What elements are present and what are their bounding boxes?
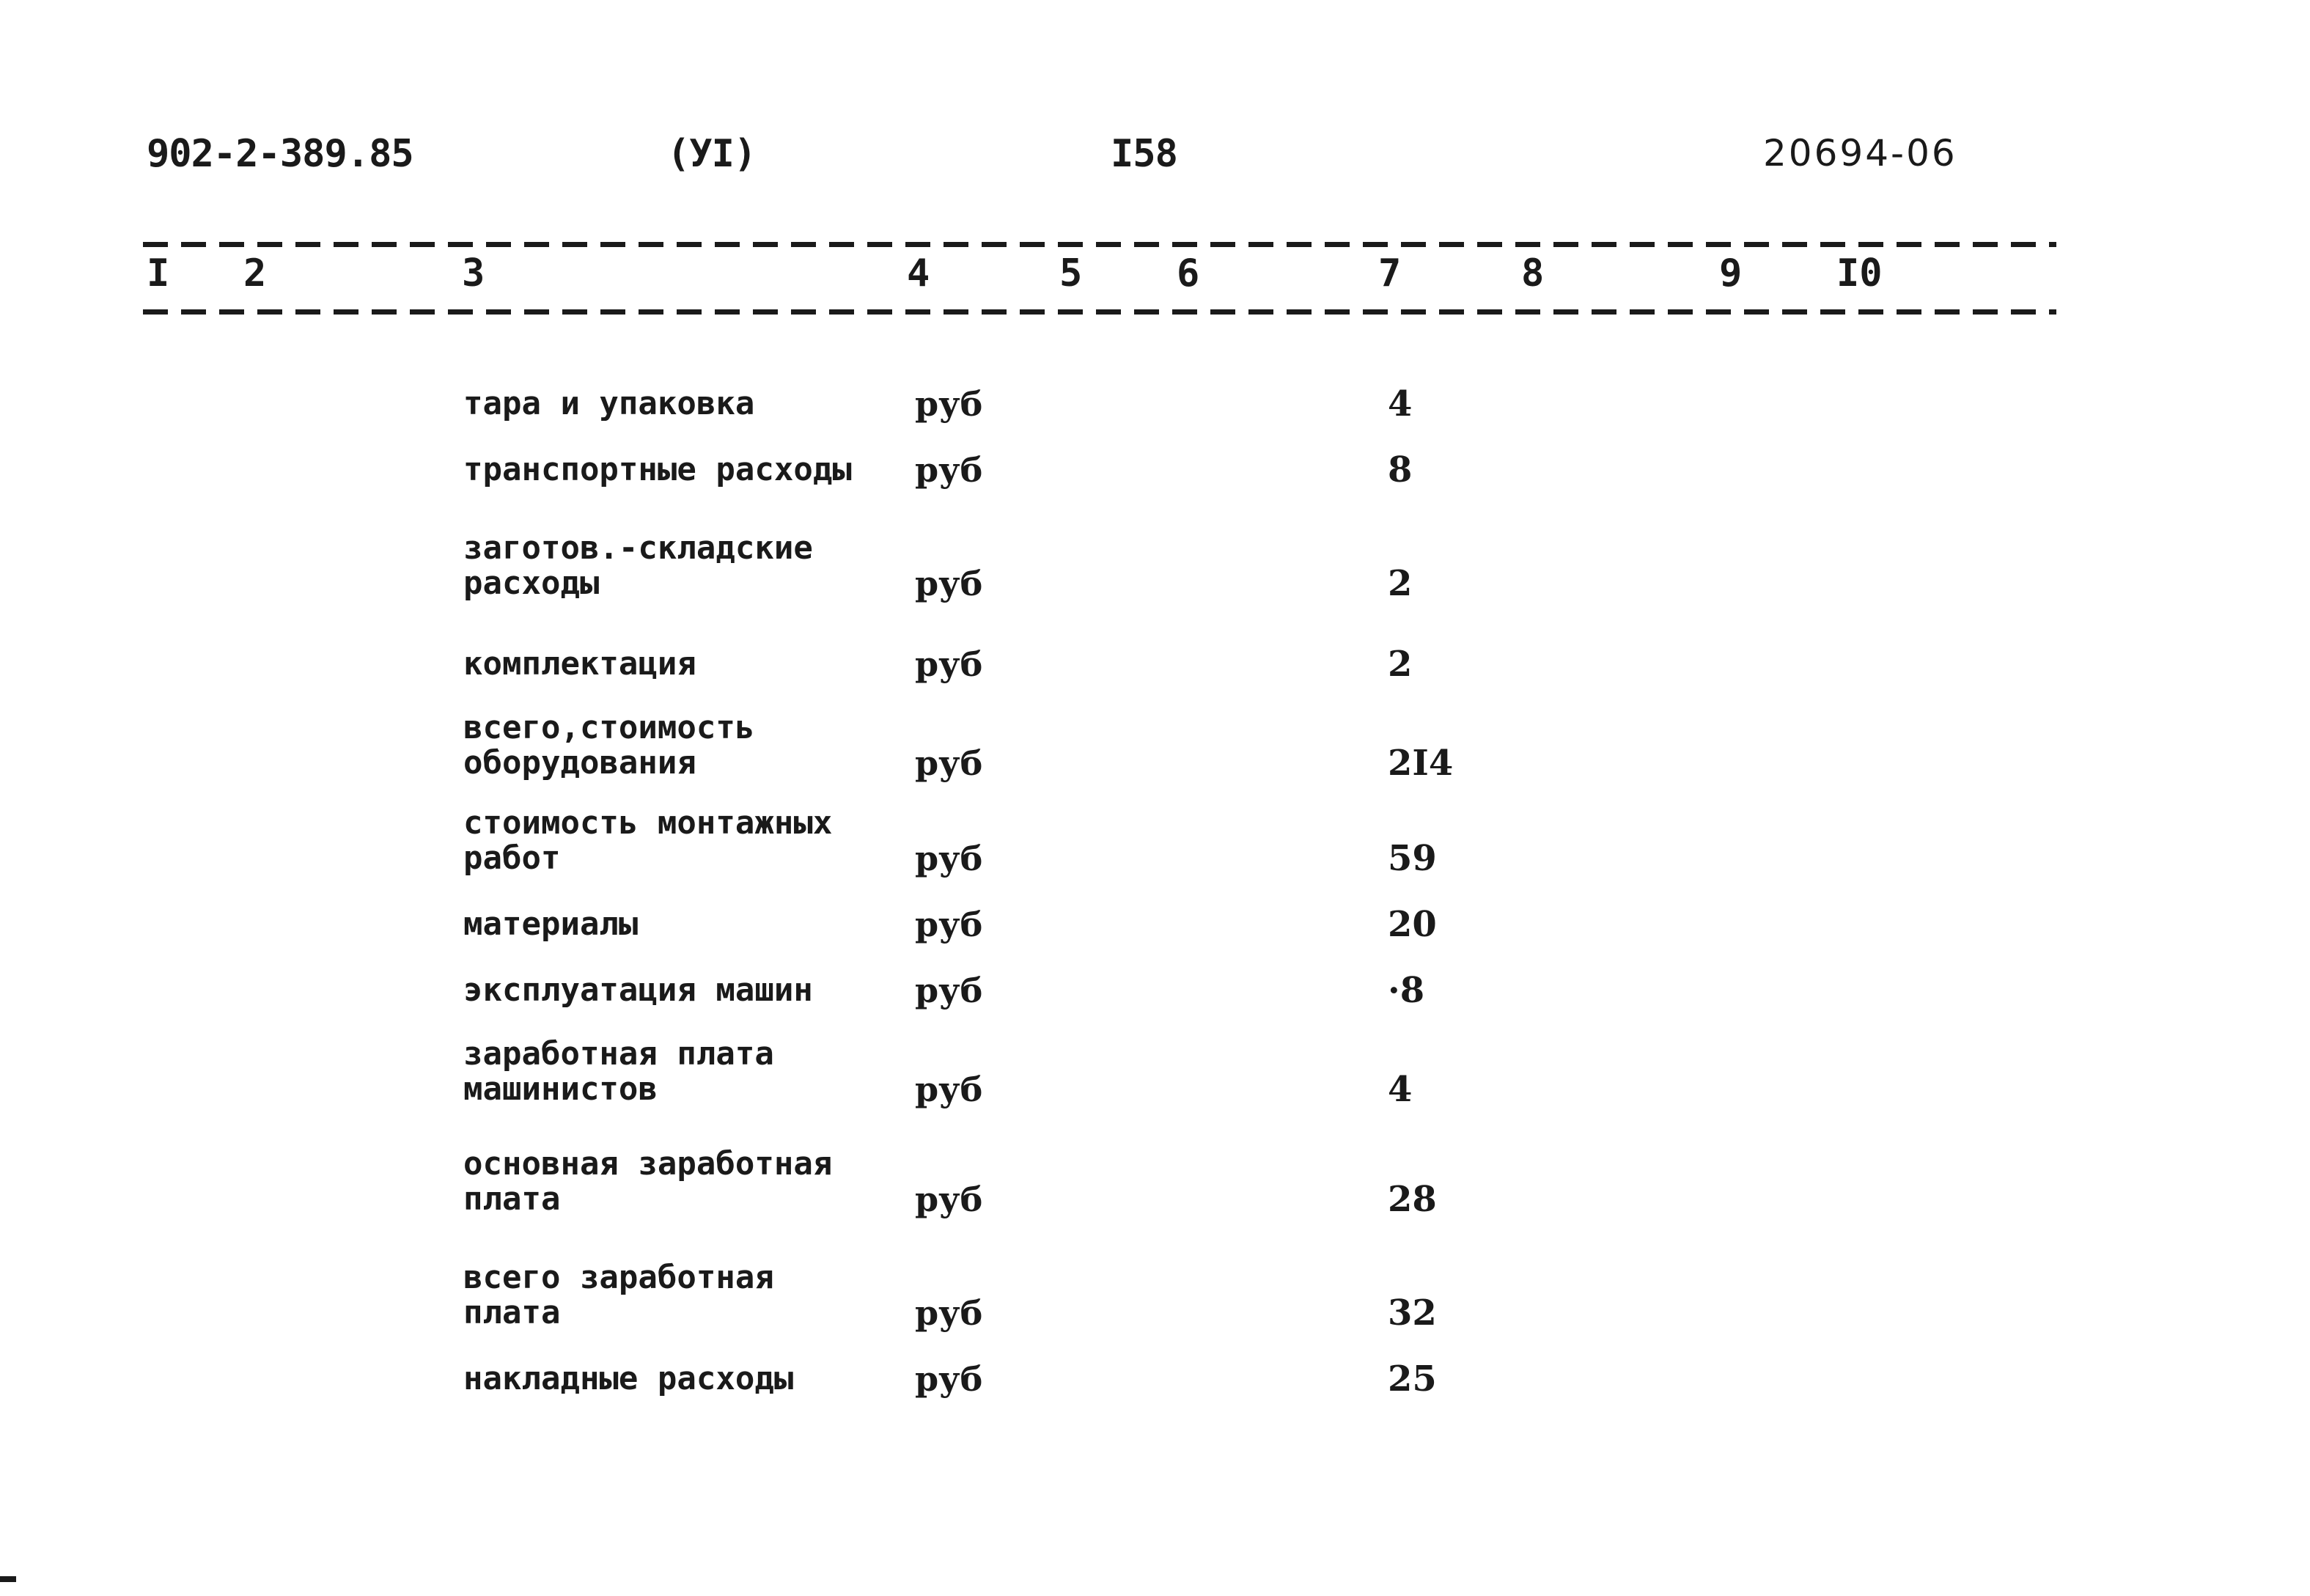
item-unit: руб bbox=[915, 450, 983, 490]
item-name: заработная плата машинистов bbox=[463, 1035, 774, 1108]
item-value: 4 bbox=[1388, 383, 1413, 424]
column-number: 6 bbox=[1177, 251, 1200, 295]
item-name: накладные расходы bbox=[463, 1360, 794, 1397]
table-row bbox=[0, 1323, 2310, 1400]
table-row bbox=[0, 608, 2310, 685]
item-value: 2 bbox=[1388, 563, 1413, 604]
column-number: I bbox=[147, 251, 170, 295]
item-value: 4 bbox=[1388, 1069, 1413, 1110]
table-row bbox=[0, 1144, 2310, 1220]
item-value: 20 bbox=[1388, 904, 1437, 945]
item-value: 59 bbox=[1388, 838, 1437, 879]
table-row bbox=[0, 348, 2310, 422]
table-row bbox=[0, 414, 2310, 488]
item-value: 2 bbox=[1388, 644, 1413, 685]
item-name: материалы bbox=[463, 905, 639, 943]
table-row bbox=[0, 528, 2310, 604]
table-row bbox=[0, 803, 2310, 879]
item-unit: руб bbox=[915, 384, 983, 424]
item-value: 25 bbox=[1388, 1358, 1437, 1400]
table-row bbox=[0, 707, 2310, 784]
item-unit: руб bbox=[915, 839, 983, 878]
table-row bbox=[0, 935, 2310, 1011]
item-unit: руб bbox=[915, 1293, 983, 1333]
page-number: I58 bbox=[1111, 132, 1177, 176]
item-name: тара и упаковка bbox=[463, 385, 755, 422]
item-name: основная заработная плата bbox=[463, 1145, 833, 1218]
item-unit: руб bbox=[915, 971, 983, 1010]
item-name: заготов.-складские расходы bbox=[463, 529, 813, 602]
item-name: всего заработная плата bbox=[463, 1259, 774, 1331]
column-number: 5 bbox=[1059, 251, 1083, 295]
item-unit: руб bbox=[915, 644, 983, 684]
column-number: 2 bbox=[243, 251, 267, 295]
margin-mark bbox=[0, 1576, 16, 1582]
table-row bbox=[0, 1034, 2310, 1110]
item-value: 32 bbox=[1388, 1292, 1437, 1334]
item-name: стоимость монтажных работ bbox=[463, 804, 833, 877]
table-row bbox=[0, 1257, 2310, 1334]
table-header-top-rule bbox=[143, 242, 2056, 247]
column-number: 8 bbox=[1521, 251, 1545, 295]
item-unit: руб bbox=[915, 1359, 983, 1399]
item-unit: руб bbox=[915, 1180, 983, 1219]
item-value: 2I4 bbox=[1388, 743, 1454, 784]
column-number: I0 bbox=[1836, 251, 1883, 295]
item-unit: руб bbox=[915, 564, 983, 603]
item-value: ·8 bbox=[1388, 970, 1425, 1011]
item-value: 28 bbox=[1388, 1179, 1437, 1220]
item-unit: руб bbox=[915, 905, 983, 944]
item-name: всего,стоимость оборудования bbox=[463, 709, 755, 782]
column-number: 7 bbox=[1378, 251, 1402, 295]
column-number: 9 bbox=[1719, 251, 1743, 295]
table-header-bottom-rule bbox=[143, 309, 2056, 315]
handwritten-number: 20694-06 bbox=[1763, 132, 1957, 174]
item-value: 8 bbox=[1388, 449, 1413, 490]
item-unit: руб bbox=[915, 743, 983, 783]
table-row bbox=[0, 869, 2310, 945]
item-name: комплектация bbox=[463, 645, 696, 683]
item-name: эксплуатация машин bbox=[463, 971, 813, 1009]
column-number: 3 bbox=[462, 251, 485, 295]
item-name: транспортные расходы bbox=[463, 451, 852, 488]
item-unit: руб bbox=[915, 1070, 983, 1109]
column-number: 4 bbox=[907, 251, 930, 295]
document-code: 902-2-389.85 bbox=[147, 132, 413, 176]
section-number: (УI) bbox=[667, 132, 757, 176]
